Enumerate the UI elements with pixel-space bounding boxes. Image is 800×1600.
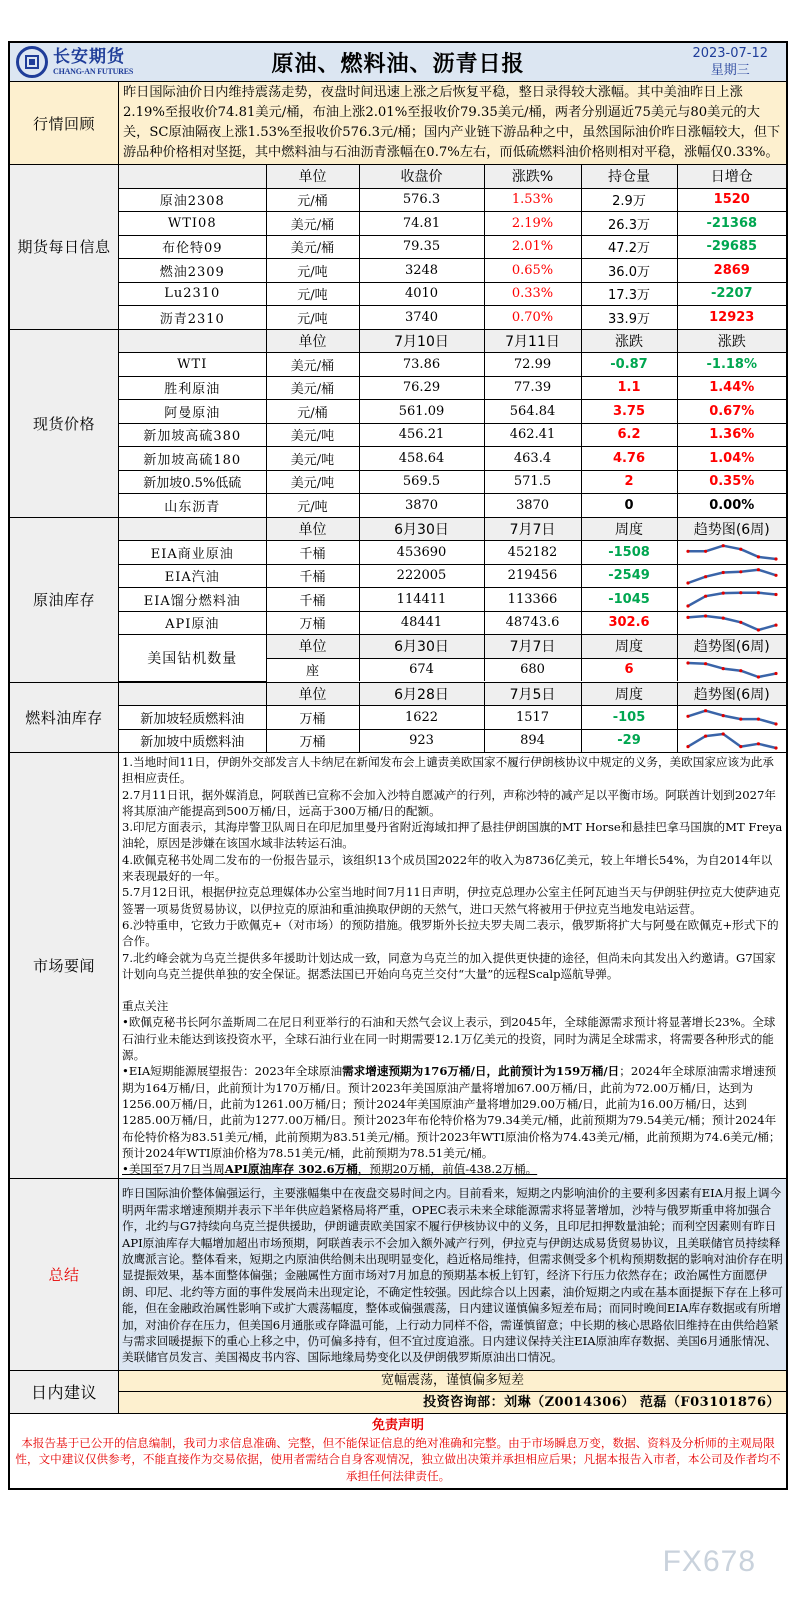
- trend-sparkline: [677, 706, 786, 730]
- table-row: [119, 447, 786, 471]
- section-futures: [10, 165, 786, 330]
- column-header: 单位: [266, 165, 359, 188]
- close-price: 74.81: [359, 212, 484, 236]
- report-weekday: 星期三: [710, 63, 750, 78]
- column-header: 持仓量: [581, 165, 677, 188]
- sparkline-chart-icon: [684, 542, 780, 562]
- watermark: FX678: [662, 1545, 756, 1578]
- table-row: [119, 400, 786, 424]
- focus-text: ；2024年全球原油需求增速预期为164万桶/日，此前预计为170万桶/日。预计2023年美国原油产量将增加67.00万桶/日，此前为72.00万桶/日，达到为1256.00万桶/日，此前为1261.00万桶/日；预计2024年美国原油产量将增加29.00万桶/日，此前为16.00万桶/日，达到1285.00万桶/日，此前为1277.00万桶/日。预计2023年布伦特价格为79.34美元/桶，此前预期为79.54美元/桶；预计2024年布伦特价格为83.51美元/桶，此前预期为83.51美元/桶。预计2023年WTI原油价格为74.43美元/桶，此前预期为74.6美元/桶；预计2024年WTI原油价格为78.51美元/桶，此前预期为78.51美元/桶。: [122, 1064, 781, 1160]
- price-change: 2: [581, 470, 677, 494]
- table-row: [119, 282, 786, 306]
- column-header: 涨跌: [677, 330, 786, 353]
- unit: 美元/桶: [266, 235, 359, 259]
- logo-chinese-name: 长安期货: [53, 46, 125, 67]
- value-week1: 48441: [359, 611, 484, 635]
- unit: 元/桶: [266, 188, 359, 212]
- focus-text: •美国至7月7日当周: [122, 1162, 225, 1177]
- table-row: [119, 423, 786, 447]
- column-header: 6月30日: [359, 518, 484, 541]
- price-day2: 77.39: [484, 376, 581, 400]
- trend-sparkline: [677, 541, 786, 565]
- price-day1: 458.64: [359, 447, 484, 471]
- product-name: 新加坡高硫380: [119, 423, 266, 447]
- focus-text: ，预期20万桶，前值-438.2万桶。: [357, 1162, 538, 1177]
- column-header: 趋势图(6周): [677, 518, 786, 541]
- unit: 美元/吨: [266, 423, 359, 447]
- value-week1: 453690: [359, 541, 484, 565]
- section-label: 原油库存: [10, 518, 119, 682]
- unit: 座: [266, 658, 359, 681]
- value-week1: 222005: [359, 564, 484, 588]
- value-week2: 1517: [484, 706, 581, 730]
- table-row: [119, 259, 786, 283]
- price-day2: 462.41: [484, 423, 581, 447]
- price-day1: 3870: [359, 494, 484, 517]
- inventory-name: EIA汽油: [119, 564, 266, 588]
- trend-sparkline: [677, 658, 786, 681]
- price-change-pct: 0.00%: [677, 494, 786, 517]
- daily-report-sheet: [8, 41, 788, 1490]
- unit: 元/吨: [266, 282, 359, 306]
- price-day2: 564.84: [484, 400, 581, 424]
- price-day1: 73.86: [359, 353, 484, 377]
- weekly-change: -105: [581, 706, 677, 730]
- column-header: [119, 683, 266, 706]
- open-interest: 2.9万: [581, 188, 677, 212]
- section-label: 总结: [10, 1179, 119, 1369]
- market-news-body: [119, 753, 786, 1178]
- analyst-credits: 投资咨询部：刘琳（Z0014306） 范磊（F03101876）: [119, 1392, 786, 1413]
- trend-sparkline: [677, 564, 786, 588]
- section-label: 行情回顾: [10, 82, 119, 164]
- unit: 美元/桶: [266, 212, 359, 236]
- news-item: 5.7月12日讯，根据伊拉克总理媒体办公室当地时间7月11日声明，伊拉克总理办公室主任阿瓦迪当天与伊朗驻伊拉克大使萨迪克签署一项易货贸易协议，以伊拉克的原油和重油换取伊朗的天然气，进口天然气将被用于伊拉克当地发电站运营。: [122, 885, 781, 916]
- news-item: 3.印尼方面表示，其海岸警卫队周日在印尼加里曼丹省附近海域扣押了悬挂伊朗国旗的MT Horse和悬挂巴拿马国旗的MT Freya油轮，原因是涉嫌在该国水域非法转运石油。: [122, 820, 783, 851]
- fuel-inventory-table: [119, 683, 786, 753]
- rig-count-header-row: [119, 635, 786, 659]
- market-review-text: 昨日国际油价日内维持震荡走势，夜盘时间迅速上涨之后恢复平稳，整日录得较大涨幅。其中美油昨日上涨2.19%至报收价74.81美元/桶，布油上涨2.01%至报收价79.35美元/桶，两者分别逼近75美元与80美元的大关，SC原油隔夜上涨1.53%至报收价576.3元/桶；国内产业链下游品种之中，虽然国际油价昨日涨幅较大，但下游品种价格相对坚挺，其中燃料油与石油沥青涨幅在0.7%左右，而低硫燃料油价格则相对平稳，涨幅仅0.33%。: [119, 82, 786, 164]
- open-interest: 33.9万: [581, 306, 677, 329]
- weekly-change: 6: [581, 658, 677, 681]
- column-header: 周度: [581, 518, 677, 541]
- column-header: 单位: [266, 330, 359, 353]
- spot-price-table: [119, 330, 786, 517]
- change-pct: 0.65%: [484, 259, 581, 283]
- focus-title: 重点关注: [122, 999, 169, 1014]
- section-label: 现货价格: [10, 330, 119, 517]
- focus-item: •欧佩克秘书长阿尔盖斯周二在尼日利亚举行的石油和天然气会议上表示，到2045年，全球能源需求预计将显著增长23%。全球石油行业未能达到该投资水平，全球石油行业在同一时期需要12.1万亿美元的投资，同时为满足全球需求，将需要各种形式的能源。: [122, 1015, 776, 1063]
- table-row: [119, 235, 786, 259]
- daily-oi-change: -21368: [677, 212, 786, 236]
- value-week2: 452182: [484, 541, 581, 565]
- value-week2: 113366: [484, 588, 581, 612]
- daily-oi-change: 1520: [677, 188, 786, 212]
- report-date: 2023-07-12: [692, 46, 768, 61]
- focus-item: [122, 1063, 783, 1161]
- price-change: 4.76: [581, 447, 677, 471]
- column-header: 7月10日: [359, 330, 484, 353]
- daily-oi-change: 12923: [677, 306, 786, 329]
- table-row: [119, 729, 786, 752]
- column-header: 7月7日: [484, 635, 581, 659]
- unit: 元/吨: [266, 494, 359, 517]
- column-header: 7月7日: [484, 518, 581, 541]
- column-header: 单位: [266, 518, 359, 541]
- section-disclaimer: [10, 1414, 786, 1489]
- price-day2: 571.5: [484, 470, 581, 494]
- focus-item: [122, 1161, 783, 1177]
- product-name: 胜利原油: [119, 376, 266, 400]
- weekly-change: -29: [581, 729, 677, 752]
- section-label: 市场要闻: [10, 753, 119, 1178]
- contract-name: 燃油2309: [119, 259, 266, 283]
- contract-name: WTI08: [119, 212, 266, 236]
- price-day1: 76.29: [359, 376, 484, 400]
- column-header: 趋势图(6周): [677, 683, 786, 706]
- price-change-pct: 1.04%: [677, 447, 786, 471]
- table-header-row: [119, 683, 786, 706]
- news-item: 7.北约峰会就为乌克兰提供多年援助计划达成一致，同意为乌克兰的加入提供更快捷的途径，但尚未向其发出入约邀请。G7国家计划向乌克兰提供单独的安全保证。据悉法国已开始向乌克兰交付“大量”的远程Scalp巡航导弹。: [122, 950, 776, 981]
- column-header: 单位: [266, 683, 359, 706]
- inventory-name: 新加坡中质燃料油: [119, 729, 266, 752]
- section-label: 日内建议: [10, 1371, 119, 1413]
- price-day1: 569.5: [359, 470, 484, 494]
- crude-inventory-table: [119, 518, 786, 682]
- weekly-change: -2549: [581, 564, 677, 588]
- close-price: 79.35: [359, 235, 484, 259]
- table-row: [119, 564, 786, 588]
- disclaimer-title: 免责声明: [371, 1417, 424, 1433]
- trend-sparkline: [677, 611, 786, 635]
- price-change-pct: 0.67%: [677, 400, 786, 424]
- unit: 万桶: [266, 611, 359, 635]
- column-header: [119, 165, 266, 188]
- advice-text: 宽幅震荡，谨慎偏多短差: [119, 1371, 786, 1392]
- section-market-news: [10, 753, 786, 1179]
- report-date-block: [692, 45, 768, 79]
- sparkline-chart-icon: [684, 731, 780, 751]
- section-market-review: [10, 82, 786, 165]
- table-row: [119, 188, 786, 212]
- summary-text: 昨日国际油价整体偏强运行，主要涨幅集中在夜盘交易时间之内。目前看来，短期之内影响油价的主要利多因素有EIA月报上调今明两年需求增速预期并表示下半年供应趋紧格局将严重，OPEC表示未来全球能源需求将显著增加，沙特与俄罗斯重申将加强合作，北约与G7持续向乌克兰提供援助，伊朗谴责欧美国家不履行伊核协议中的义务，且印尼扣押数量油轮；而利空因素则有昨日API原油库存大幅增加超出市场预期，阿联酋表示不会加入额外减产行列，伊拉克与伊朗达成易货贸易协议，且美联储官员持续释放鹰派言论。整体看来，短期之内原油供给侧未出现明显变化，趋近格局维持，但需求侧受多个机构预期数据的影响对油价存在明显提振效果，基本面整体偏强；金融属性方面市场对7月加息的预期基本板上钉钉，经济下行压力依然存在；政治属性方面愿伊朗、印尼、北约等方面的事件发展尚未出现定论，不确定性较强。因此综合以上因素，油价短期之内或在基本面提振下存在上移可能，但在金融政治属性影响下或扩大震荡幅度，整体或偏强震荡，日内建议谨慎偏多短差布局；而同时晚间EIA库存数据或有所增加，对油价存在压力，但美国6月通胀或存降温可能，上行动力同样不俗，需谨慎留意；中长期的核心思路依旧维持在由供给趋紧与需求回暖提振下的重心上移之中，仍可偏多持有，但不宜过度追涨。日内建议保持关注EIA原油库存数据、美国6月通胀情况、美联储官员发言、美国褐皮书内容、国际地缘局势变化以及伊朗俄罗斯原油出口情况。: [119, 1179, 786, 1369]
- unit: 美元/桶: [266, 353, 359, 377]
- change-pct: 1.53%: [484, 188, 581, 212]
- close-price: 4010: [359, 282, 484, 306]
- table-row: [119, 588, 786, 612]
- price-change-pct: 1.36%: [677, 423, 786, 447]
- weekly-change: -1508: [581, 541, 677, 565]
- table-header-row: [119, 518, 786, 541]
- product-name: 新加坡高硫180: [119, 447, 266, 471]
- news-item: 2.7月11日讯，据外媒消息，阿联酋已宣称不会加入沙特自愿减产的行列，声称沙特的减产足以平衡市场。阿联酋计划到2027年将其原油产能提高到500万桶/日，远高于300万桶/日的配额。: [122, 787, 776, 818]
- unit: 元/吨: [266, 306, 359, 329]
- close-price: 576.3: [359, 188, 484, 212]
- price-change: 3.75: [581, 400, 677, 424]
- daily-oi-change: 2869: [677, 259, 786, 283]
- table-row: [119, 611, 786, 635]
- value-week2: 48743.6: [484, 611, 581, 635]
- inventory-name: API原油: [119, 611, 266, 635]
- unit: 千桶: [266, 564, 359, 588]
- column-header: 涨跌%: [484, 165, 581, 188]
- daily-oi-change: -2207: [677, 282, 786, 306]
- table-row: [119, 494, 786, 517]
- change-pct: 0.70%: [484, 306, 581, 329]
- unit: 美元/吨: [266, 447, 359, 471]
- section-crude-inventory: [10, 518, 786, 683]
- product-name: 山东沥青: [119, 494, 266, 517]
- value-week1: 114411: [359, 588, 484, 612]
- table-header-row: [119, 165, 786, 188]
- price-day2: 3870: [484, 494, 581, 517]
- weekly-change: -1045: [581, 588, 677, 612]
- column-header: 单位: [266, 635, 359, 659]
- inventory-name: EIA馏分燃料油: [119, 588, 266, 612]
- column-header: 6月30日: [359, 635, 484, 659]
- weekly-change: 302.6: [581, 611, 677, 635]
- news-item: 6.沙特重申，它致力于欧佩克+（对市场）的预防措施。俄罗斯外长拉夫罗夫周二表示，俄罗斯将扩大与阿曼在欧佩克+形式下的合作。: [122, 917, 779, 949]
- table-row: [119, 353, 786, 377]
- product-name: 新加坡0.5%低硫: [119, 470, 266, 494]
- close-price: 3248: [359, 259, 484, 283]
- table-row: [119, 541, 786, 565]
- column-header: 涨跌: [581, 330, 677, 353]
- focus-highlight: API原油库存 302.6万桶: [224, 1162, 358, 1177]
- price-change: 1.1: [581, 376, 677, 400]
- news-item: 4.欧佩克秘书处周二发布的一份报告显示，该组织13个成员国2022年的收入为8736亿美元，较上年增长54%，为自2014年以来表现最好的一年。: [122, 852, 773, 884]
- product-name: 阿曼原油: [119, 400, 266, 424]
- daily-oi-change: -29685: [677, 235, 786, 259]
- inventory-name: 新加坡轻质燃料油: [119, 706, 266, 730]
- table-row: [119, 706, 786, 730]
- contract-name: 原油2308: [119, 188, 266, 212]
- change-pct: 0.33%: [484, 282, 581, 306]
- open-interest: 36.0万: [581, 259, 677, 283]
- report-header: [10, 43, 786, 82]
- rig-count-name: 美国钻机数量: [119, 635, 266, 682]
- section-fuel-oil-inventory: [10, 683, 786, 754]
- table-row: [119, 470, 786, 494]
- table-row: [119, 376, 786, 400]
- table-row: [119, 212, 786, 236]
- column-header: [119, 330, 266, 353]
- section-label: 燃料油库存: [10, 683, 119, 753]
- focus-highlight: 需求增速预期为176万桶/日，此前预计为159万桶/日: [342, 1064, 620, 1079]
- unit: 元/桶: [266, 400, 359, 424]
- column-header: 趋势图(6周): [677, 635, 786, 659]
- column-header: 7月5日: [484, 683, 581, 706]
- trend-sparkline: [677, 588, 786, 612]
- unit: 千桶: [266, 588, 359, 612]
- unit: 万桶: [266, 729, 359, 752]
- sparkline-chart-icon: [684, 660, 780, 680]
- table-header-row: [119, 330, 786, 353]
- close-price: 3740: [359, 306, 484, 329]
- column-header: 周度: [581, 635, 677, 659]
- section-label: 期货每日信息: [10, 165, 119, 329]
- price-day2: 463.4: [484, 447, 581, 471]
- price-change: 6.2: [581, 423, 677, 447]
- unit: 美元/桶: [266, 376, 359, 400]
- news-item: 1.当地时间11日，伊朗外交部发言人卡纳尼在新闻发布会上谴责美欧国家不履行伊朗核协议中规定的义务，美欧国家应该为此承担相应责任。: [122, 755, 774, 786]
- logo-english-name: CHANG-AN FUTURES: [53, 66, 134, 76]
- focus-text: •EIA短期能源展望报告：2023年全球原油: [122, 1064, 343, 1079]
- contract-name: 沥青2310: [119, 306, 266, 329]
- price-change-pct: -1.18%: [677, 353, 786, 377]
- futures-table: [119, 165, 786, 329]
- trend-sparkline: [677, 729, 786, 752]
- unit: 元/吨: [266, 259, 359, 283]
- unit: 千桶: [266, 541, 359, 565]
- column-header: 日增仓: [677, 165, 786, 188]
- logo-emblem-icon: [16, 46, 48, 78]
- report-title: 原油、燃料油、沥青日报: [271, 51, 525, 77]
- unit: 美元/吨: [266, 470, 359, 494]
- column-header: 收盘价: [359, 165, 484, 188]
- value-week2: 894: [484, 729, 581, 752]
- inventory-name: EIA商业原油: [119, 541, 266, 565]
- section-intraday-advice: [10, 1371, 786, 1414]
- disclaimer-text: 本报告基于已公开的信息编制，我司力求信息准确、完整，但不能保证信息的绝对准确和完整。由于市场瞬息万变，数据、资料及分析师的主观局限性，文中建议仅供参考，不能直接作为交易依据，使用者需结合自身客观情况，独立做出决策并承担相应后果；凡据本报告入市者，本公司及作者均不承担任何法律责任。: [15, 1435, 781, 1483]
- sparkline-chart-icon: [684, 613, 780, 633]
- price-change: -0.87: [581, 353, 677, 377]
- value-week1: 674: [359, 658, 484, 681]
- unit: 万桶: [266, 706, 359, 730]
- product-name: WTI: [119, 353, 266, 377]
- company-logo: [10, 46, 166, 78]
- contract-name: 布伦特09: [119, 235, 266, 259]
- contract-name: Lu2310: [119, 282, 266, 306]
- section-spot-prices: [10, 330, 786, 518]
- column-header: [119, 518, 266, 541]
- open-interest: 26.3万: [581, 212, 677, 236]
- column-header: 6月28日: [359, 683, 484, 706]
- open-interest: 17.3万: [581, 282, 677, 306]
- price-change: 0: [581, 494, 677, 517]
- sparkline-chart-icon: [684, 589, 780, 609]
- value-week1: 1622: [359, 706, 484, 730]
- sparkline-chart-icon: [684, 707, 780, 727]
- column-header: 7月11日: [484, 330, 581, 353]
- value-week1: 923: [359, 729, 484, 752]
- price-day2: 72.99: [484, 353, 581, 377]
- price-change-pct: 0.35%: [677, 470, 786, 494]
- sparkline-chart-icon: [684, 566, 780, 586]
- price-change-pct: 1.44%: [677, 376, 786, 400]
- price-day1: 561.09: [359, 400, 484, 424]
- value-week2: 219456: [484, 564, 581, 588]
- section-summary: [10, 1179, 786, 1370]
- column-header: 周度: [581, 683, 677, 706]
- table-row: [119, 306, 786, 329]
- change-pct: 2.19%: [484, 212, 581, 236]
- open-interest: 47.2万: [581, 235, 677, 259]
- change-pct: 2.01%: [484, 235, 581, 259]
- value-week2: 680: [484, 658, 581, 681]
- price-day1: 456.21: [359, 423, 484, 447]
